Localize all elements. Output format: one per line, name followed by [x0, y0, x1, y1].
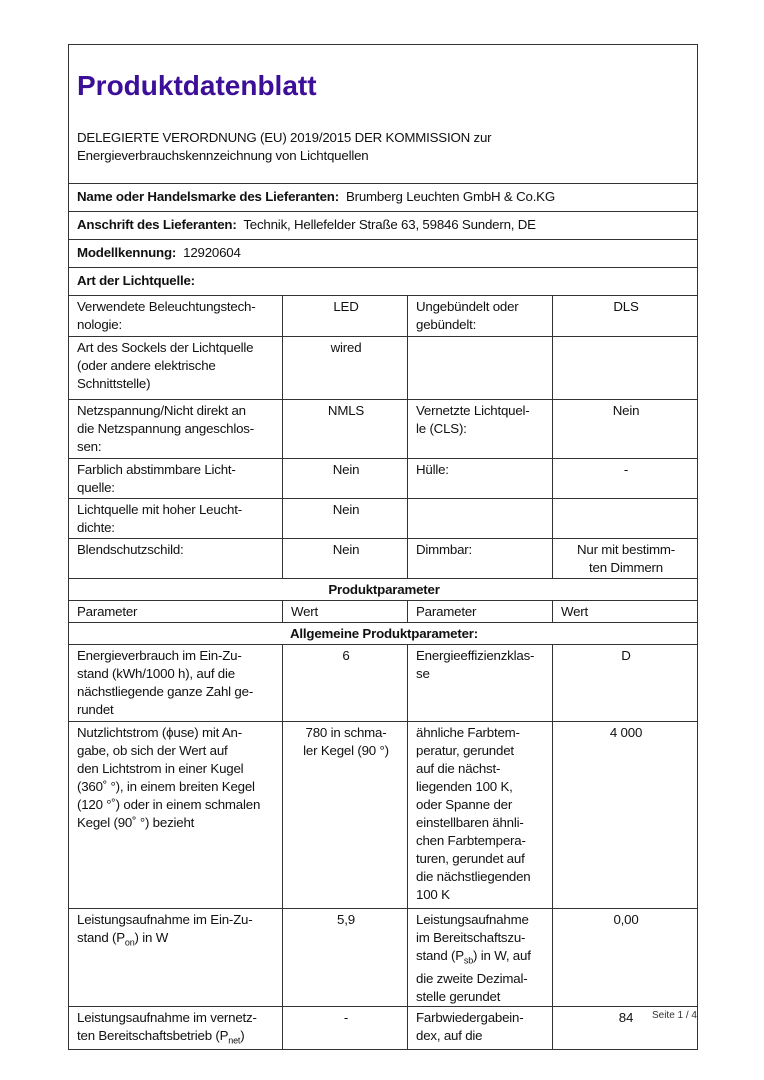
param-value: -	[283, 1006, 408, 1050]
param-label: Farblich abstimmbare Licht- quelle:	[69, 459, 283, 499]
param-value: Nein	[553, 400, 698, 459]
param-value: 0,00	[553, 909, 698, 1007]
param-value	[553, 337, 698, 400]
param-value: Nein	[283, 459, 408, 499]
supplier-label: Name oder Handelsmarke des Lieferanten:	[77, 189, 339, 204]
table-row	[69, 400, 698, 459]
supplier-row	[69, 184, 698, 212]
column-header: Parameter	[69, 601, 283, 623]
param-value: 780 in schma- ler Kegel (90 °)	[283, 722, 408, 909]
param-value: D	[553, 645, 698, 722]
param-label: Art des Sockels der Lichtquelle (oder andere elektrische Schnittstelle)	[69, 337, 283, 400]
table-row	[69, 459, 698, 499]
param-label: ähnliche Farbtem- peratur, gerundet auf die nächst- liegenden 100 K, oder Spanne der einstellbaren ähnli- chen Farbtempera- turen, gerundet auf die nächstliegenden 100 K	[408, 722, 553, 909]
column-header: Parameter	[408, 601, 553, 623]
product-params-heading: Produktparameter	[69, 579, 698, 601]
param-value	[553, 499, 698, 539]
param-label: Dimmbar:	[408, 539, 553, 579]
table-row	[69, 909, 698, 1007]
address-label: Anschrift des Lieferanten:	[77, 217, 237, 232]
page-title: Produktdatenblatt	[77, 70, 317, 101]
param-value: DLS	[553, 296, 698, 337]
page-number: Seite 1 / 4	[651, 1010, 697, 1021]
table-row	[69, 539, 698, 579]
param-label: Blendschutzschild:	[69, 539, 283, 579]
general-params-heading: Allgemeine Produktparameter:	[69, 623, 698, 645]
param-label: Ungebündelt oder gebündelt:	[408, 296, 553, 337]
table-row	[69, 645, 698, 722]
param-label: Leistungsaufnahme im Ein-Zu- stand $(P_{on})$ in W	[69, 909, 283, 1007]
product-datasheet	[68, 44, 697, 1050]
column-header: Wert	[553, 601, 698, 623]
param-label: Farbwiedergabein- dex, auf die	[408, 1006, 553, 1050]
param-label	[408, 499, 553, 539]
address-row	[69, 212, 698, 240]
param-value: wired	[283, 337, 408, 400]
table-row	[69, 337, 698, 400]
column-header: Wert	[283, 601, 408, 623]
param-value: 6	[283, 645, 408, 722]
table-row	[69, 296, 698, 337]
type-heading: Art der Lichtquelle:	[69, 268, 698, 296]
param-value: Nein	[283, 539, 408, 579]
param-value: 84	[553, 1006, 698, 1050]
model-label: Modellkennung:	[77, 245, 177, 260]
param-value: NMLS	[283, 400, 408, 459]
param-label: Leistungsaufnahme im Bereitschaftszu- stand $(P_{sb})$ in W, auf die zweite Dezimal- stelle gerundet	[408, 909, 553, 1007]
table-row	[69, 722, 698, 909]
param-label: Nutzlichtstrom (ϕuse) mit An- gabe, ob sich der Wert auf den Lichtstrom in einer Kugel (360˚ °), in einem breiten Kegel (120 °˚) oder in einem schmalen Kegel (90˚ °) bezieht	[69, 722, 283, 909]
param-label: Hülle:	[408, 459, 553, 499]
table-row	[69, 1006, 698, 1050]
column-header-row	[69, 601, 698, 623]
param-value: Nein	[283, 499, 408, 539]
model-row	[69, 240, 698, 268]
param-label: Vernetzte Lichtquel- le (CLS):	[408, 400, 553, 459]
param-label: Netzspannung/Nicht direkt an die Netzspannung angeschlos- sen:	[69, 400, 283, 459]
param-label: Lichtquelle mit hoher Leucht- dichte:	[69, 499, 283, 539]
param-label	[408, 337, 553, 400]
header-cell	[69, 45, 698, 184]
param-value: -	[553, 459, 698, 499]
param-value: LED	[283, 296, 408, 337]
supplier-value: Brumberg Leuchten GmbH & Co.KG	[345, 189, 555, 204]
model-value: 12920604	[183, 245, 241, 260]
regulation-subtitle: DELEGIERTE VERORDNUNG (EU) 2019/2015 DER KOMMISSION zur Energieverbrauchskennzeichnung von Lichtquellen	[77, 130, 492, 163]
param-label: Energieeffizienzklas- se	[408, 645, 553, 722]
param-label: Leistungsaufnahme im vernetz- ten Bereitschaftsbetrieb $(P_{net})$	[69, 1006, 283, 1050]
param-value: 4 000	[553, 722, 698, 909]
table-row	[69, 499, 698, 539]
param-label: Energieverbrauch im Ein-Zu- stand (kWh/1000 h), auf die nächstliegende ganze Zahl ge- rundet	[69, 645, 283, 722]
datasheet-table	[68, 44, 698, 1050]
param-label: Verwendete Beleuchtungstech- nologie:	[69, 296, 283, 337]
param-value: Nur mit bestimm- ten Dimmern	[553, 539, 698, 579]
address-value: Technik, Hellefelder Straße 63, 59846 Sundern, DE	[243, 217, 536, 232]
param-value: 5,9	[283, 909, 408, 1007]
